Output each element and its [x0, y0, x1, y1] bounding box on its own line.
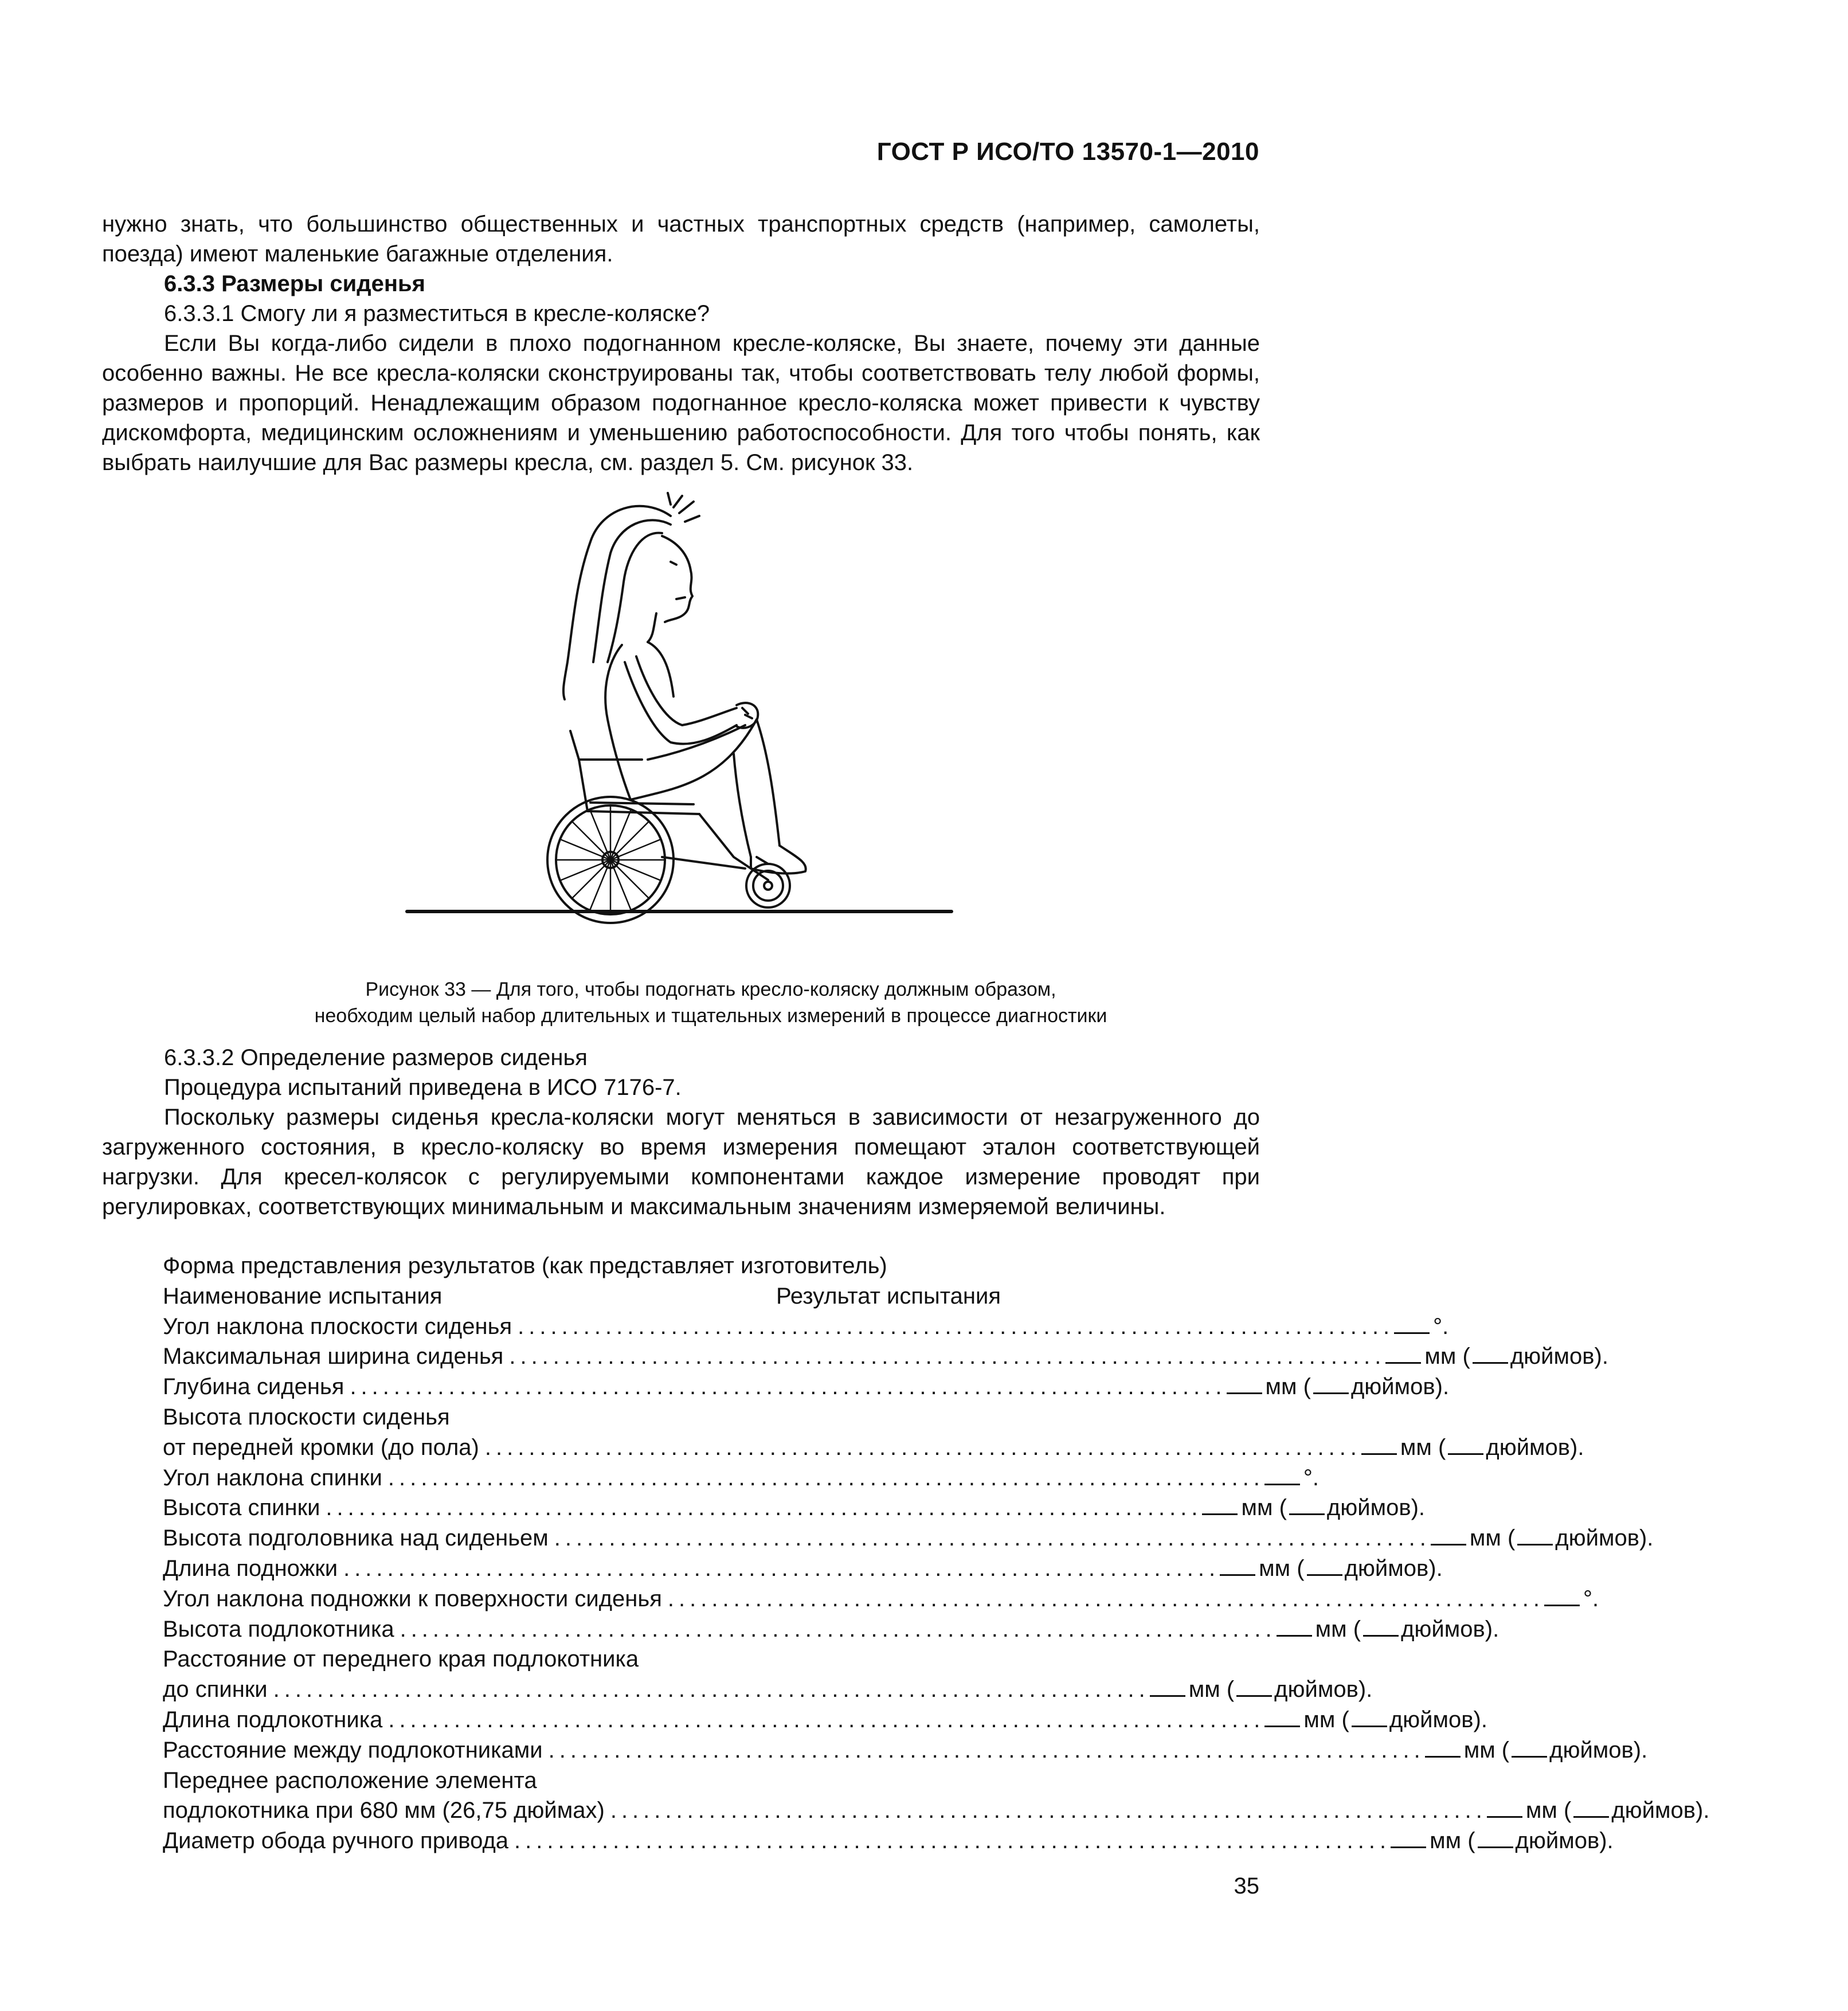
document-code-header: ГОСТ Р ИСО/ТО 13570-1—2010 — [876, 138, 1259, 166]
subsection-heading-2: 6.3.3.2 Определение размеров сиденья — [164, 1045, 588, 1070]
form-row: Угол наклона подножки к поверхности сиденья ................................................................................ °. — [163, 1584, 1080, 1614]
result-blank — [1487, 1799, 1522, 1818]
form-row: подлокотника при 680 мм (26,75 дюймах) ................................................................................ мм ( дюймов). — [163, 1795, 1080, 1826]
caption-line-1: Рисунок 33 — Для того, чтобы подогнать кресло-коляску должным образом, — [365, 979, 1056, 1000]
result-blank-inches — [1307, 1557, 1342, 1576]
form-row: Угол наклона плоскости сиденья ................................................................................ °. — [163, 1312, 1080, 1342]
result-blank-inches — [1512, 1739, 1547, 1758]
form-row: Расстояние между подлокотниками ................................................................................ мм ( дюймов). — [163, 1735, 1080, 1766]
leader-dots: ................................................................................ — [518, 1313, 1395, 1339]
result-blank-inches — [1478, 1829, 1513, 1848]
result-blank-inches — [1289, 1496, 1325, 1515]
leader-dots: ................................................................................ — [343, 1555, 1220, 1581]
form-row: Диаметр обода ручного привода ................................................................................ мм ( дюймов). — [163, 1826, 1080, 1856]
result-blank — [1150, 1678, 1185, 1697]
form-row: Переднее расположение элемента — [163, 1767, 537, 1793]
result-blank — [1220, 1557, 1255, 1576]
form-row: Длина подножки ................................................................................ мм ( дюймов). — [163, 1554, 1080, 1584]
leader-dots: ................................................................................ — [548, 1737, 1425, 1763]
form-row: Высота спинки ................................................................................ мм ( дюймов). — [163, 1493, 1080, 1523]
body-paragraph-1: Если Вы когда-либо сидели в плохо подогнанном кресле-коляске, Вы знаете, почему эти данные особенно важны. Не все кресла-коляски сконструированы так, чтобы соответствовать телу любой формы, размеров и пропорций. Ненадлежащим образом подогнанное кресло-коляска может привести к чувству дискомфорта, медицинским осложнениям и уменьшению работоспособности. Для того чтобы понять, как выбрать наилучшие для Вас размеры кресла, см. раздел 5. См. рисунок 33. — [102, 331, 1260, 475]
form-row: Угол наклона спинки ................................................................................ °. — [163, 1463, 1080, 1493]
middle-text-block — [102, 1043, 1260, 1222]
form-row: Высота подлокотника ................................................................................ мм ( дюймов). — [163, 1614, 1080, 1645]
column-header-name: Наименование испытания — [163, 1283, 443, 1309]
result-blank — [1425, 1739, 1461, 1758]
result-blank-inches — [1313, 1375, 1349, 1394]
form-row: Глубина сиденья ................................................................................ мм ( дюймов). — [163, 1372, 1080, 1402]
leader-dots: ................................................................................ — [326, 1495, 1203, 1521]
result-blank — [1227, 1375, 1262, 1394]
result-blank — [1394, 1315, 1430, 1334]
leader-dots: ................................................................................ — [514, 1828, 1391, 1854]
result-blank — [1431, 1527, 1466, 1546]
leader-dots: ................................................................................ — [273, 1677, 1150, 1703]
result-blank-inches — [1448, 1436, 1483, 1455]
procedure-reference: Процедура испытаний приведена в ИСО 7176-7. — [164, 1075, 682, 1100]
wheelchair-user-illustration — [401, 490, 963, 926]
form-row: Расстояние от переднего края подлокотника — [163, 1646, 639, 1672]
result-blank — [1202, 1496, 1238, 1515]
leader-dots: ................................................................................ — [610, 1798, 1487, 1824]
form-row: до спинки ................................................................................ мм ( дюймов). — [163, 1674, 1080, 1705]
form-row: от передней кромки (до пола) ................................................................................ мм ( дюймов). — [163, 1433, 1080, 1463]
section-title: Размеры сиденья — [221, 271, 425, 296]
leader-dots: ................................................................................ — [484, 1434, 1361, 1460]
form-row: Высота плоскости сиденья — [163, 1404, 450, 1430]
form-row: Максимальная ширина сиденья ................................................................................ мм ( дюймов). — [163, 1341, 1080, 1372]
results-form — [163, 1251, 1710, 1856]
result-blank — [1277, 1618, 1312, 1637]
section-heading — [102, 269, 1260, 299]
result-blank — [1385, 1345, 1421, 1364]
result-blank — [1264, 1708, 1300, 1727]
leader-dots: ................................................................................ — [400, 1616, 1277, 1642]
result-blank — [1361, 1436, 1397, 1455]
subsection-heading-1: 6.3.3.1 Смогу ли я разместиться в кресле-коляске? — [164, 301, 710, 326]
figure-caption — [102, 976, 1320, 1029]
leader-dots: ................................................................................ — [509, 1344, 1386, 1370]
result-blank-inches — [1363, 1618, 1399, 1637]
section-number: 6.3.3 — [164, 271, 215, 296]
form-row: Длина подлокотника ................................................................................ мм ( дюймов). — [163, 1705, 1080, 1735]
top-text-block — [102, 209, 1260, 478]
column-header-result: Результат испытания — [776, 1283, 1001, 1309]
result-blank — [1544, 1587, 1580, 1606]
leader-dots: ................................................................................ — [554, 1525, 1431, 1551]
intro-paragraph: нужно знать, что большинство общественных и частных транспортных средств (например, самолеты, поезда) имеют маленькие багажные отделения. — [102, 212, 1260, 267]
form-title: Форма представления результатов (как представляет изготовитель) — [163, 1253, 887, 1278]
caption-line-2: необходим целый набор длительных и тщательных измерений в процессе диагностики — [314, 1005, 1107, 1027]
page-number: 35 — [1234, 1873, 1259, 1899]
leader-dots: ................................................................................ — [667, 1586, 1544, 1611]
result-blank — [1391, 1829, 1426, 1848]
result-blank-inches — [1473, 1345, 1508, 1364]
result-blank-inches — [1352, 1708, 1387, 1727]
result-blank-inches — [1573, 1799, 1609, 1818]
body-paragraph-2: Поскольку размеры сиденья кресла-коляски могут меняться в зависимости от незагруженного до загруженного состояния, в кресло-коляску во время измерения помещают эталон соответствующей нагрузки. Для кресел-колясок с регулируемыми компонентами каждое измерение проводят при регулировках, соответствующих минимальным и максимальным значениям измеряемой величины. — [102, 1105, 1260, 1219]
leader-dots: ................................................................................ — [350, 1374, 1227, 1400]
form-row: Высота подголовника над сиденьем ................................................................................ мм ( дюймов). — [163, 1523, 1080, 1554]
result-blank-inches — [1517, 1527, 1553, 1546]
form-column-headers — [163, 1281, 1080, 1312]
result-blank-inches — [1236, 1678, 1272, 1697]
result-blank — [1264, 1466, 1300, 1485]
leader-dots: ................................................................................ — [388, 1707, 1265, 1732]
leader-dots: ................................................................................ — [387, 1465, 1264, 1490]
